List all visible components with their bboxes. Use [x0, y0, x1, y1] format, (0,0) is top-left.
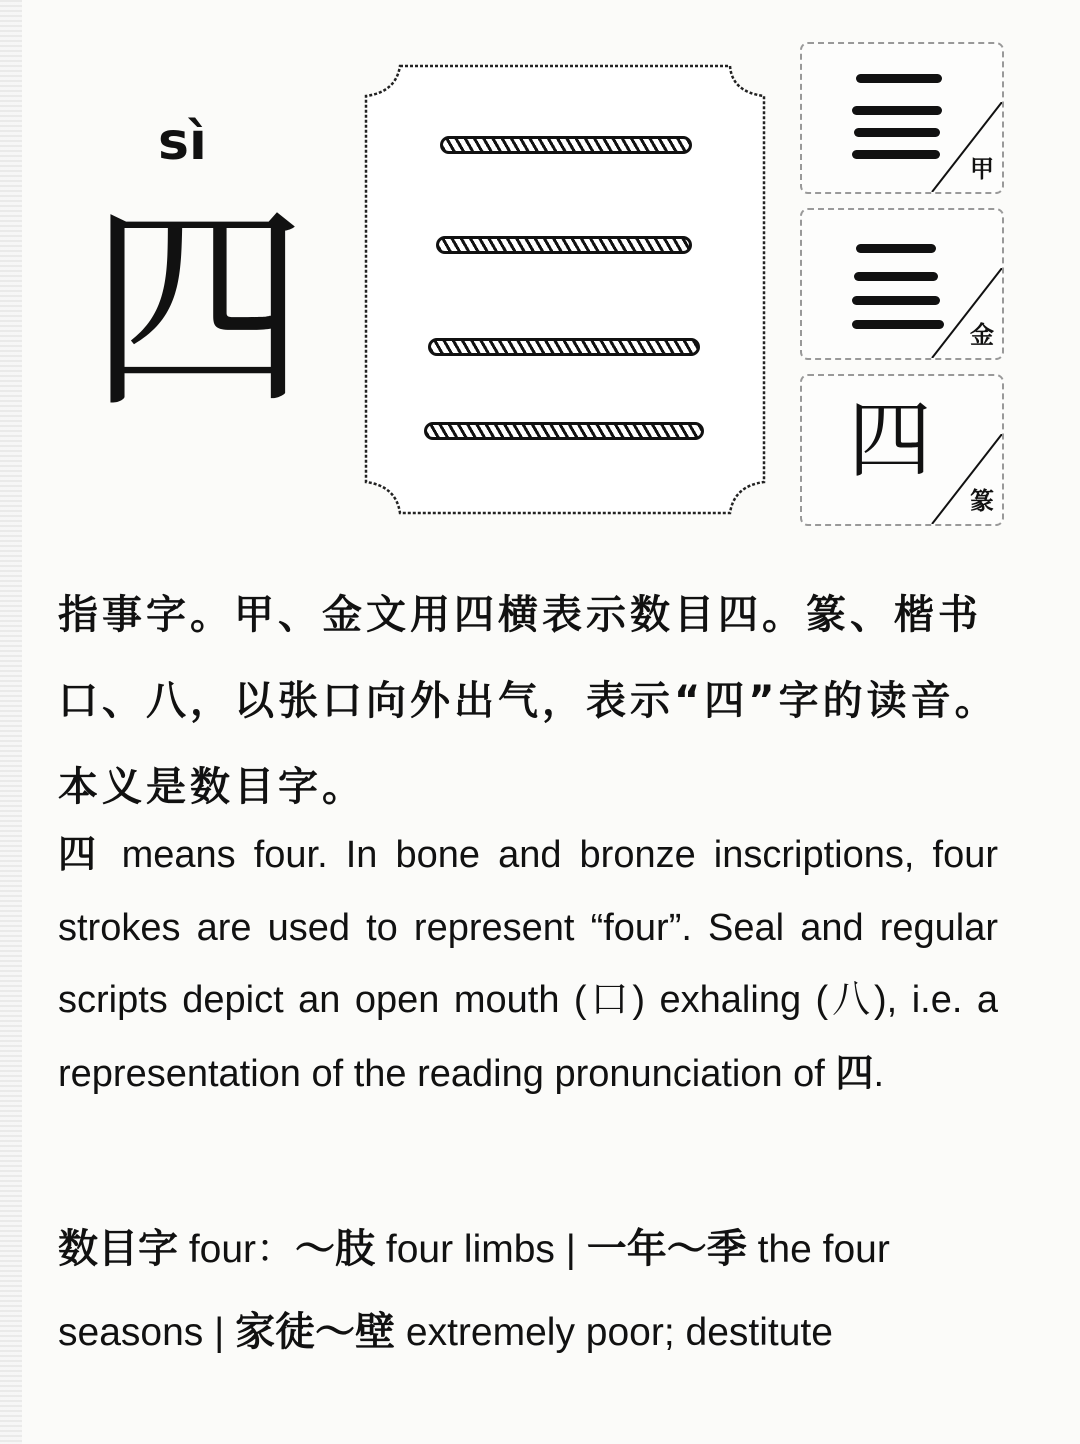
- english-explanation-end: .: [873, 1052, 885, 1095]
- frame-border: [360, 62, 770, 517]
- oracle-script-card: [800, 42, 1004, 194]
- pinyin: sì: [158, 112, 207, 172]
- english-explanation-text: means four. In bone and bronze inscriptions, four strokes are used to represent “four”. Seal and regular scripts depict an open mouth (口) exhaling (八), i.e. a representation of the reading pronunciation of: [58, 834, 998, 1095]
- example-3-en: extremely poor; destitute: [395, 1311, 833, 1354]
- english-head-char: 四: [58, 832, 104, 876]
- oracle-mini-stroke-1: [856, 74, 942, 83]
- example-2-zh: 一年～季: [586, 1226, 747, 1272]
- sense-zh: 数目字: [58, 1226, 178, 1272]
- page-edge-shadow: [0, 0, 22, 1444]
- seal-script-character: 四: [848, 391, 933, 489]
- example-1-zh: ～肢: [295, 1226, 376, 1272]
- bronze-mini-stroke-1: [856, 244, 936, 253]
- example-1-en: four limbs |: [375, 1228, 587, 1271]
- bronze-label: 金: [970, 320, 994, 349]
- sense-en: four：: [178, 1228, 296, 1271]
- seal-label: 篆: [970, 486, 994, 515]
- oracle-stroke-3: [428, 338, 700, 356]
- chinese-explanation: 指事字。甲、金文用四横表示数目四。篆、楷书口、八，以张口向外出气，表示“四”字的读音。本义是数目字。: [58, 592, 999, 810]
- oracle-stroke-4: [424, 422, 704, 440]
- english-tail-char: 四: [835, 1050, 874, 1095]
- usage-section: [58, 1208, 998, 1374]
- oracle-stroke-1: [440, 136, 692, 154]
- headword-character: 四: [88, 182, 309, 438]
- oracle-bone-frame: [360, 62, 770, 517]
- english-explanation: [58, 818, 998, 1110]
- bronze-script-card: [800, 208, 1004, 360]
- example-3-zh: 家徒～壁: [235, 1309, 396, 1355]
- example-2-en: the four seasons |: [58, 1228, 890, 1354]
- oracle-stroke-2: [436, 236, 692, 254]
- oracle-label: 甲: [970, 154, 994, 183]
